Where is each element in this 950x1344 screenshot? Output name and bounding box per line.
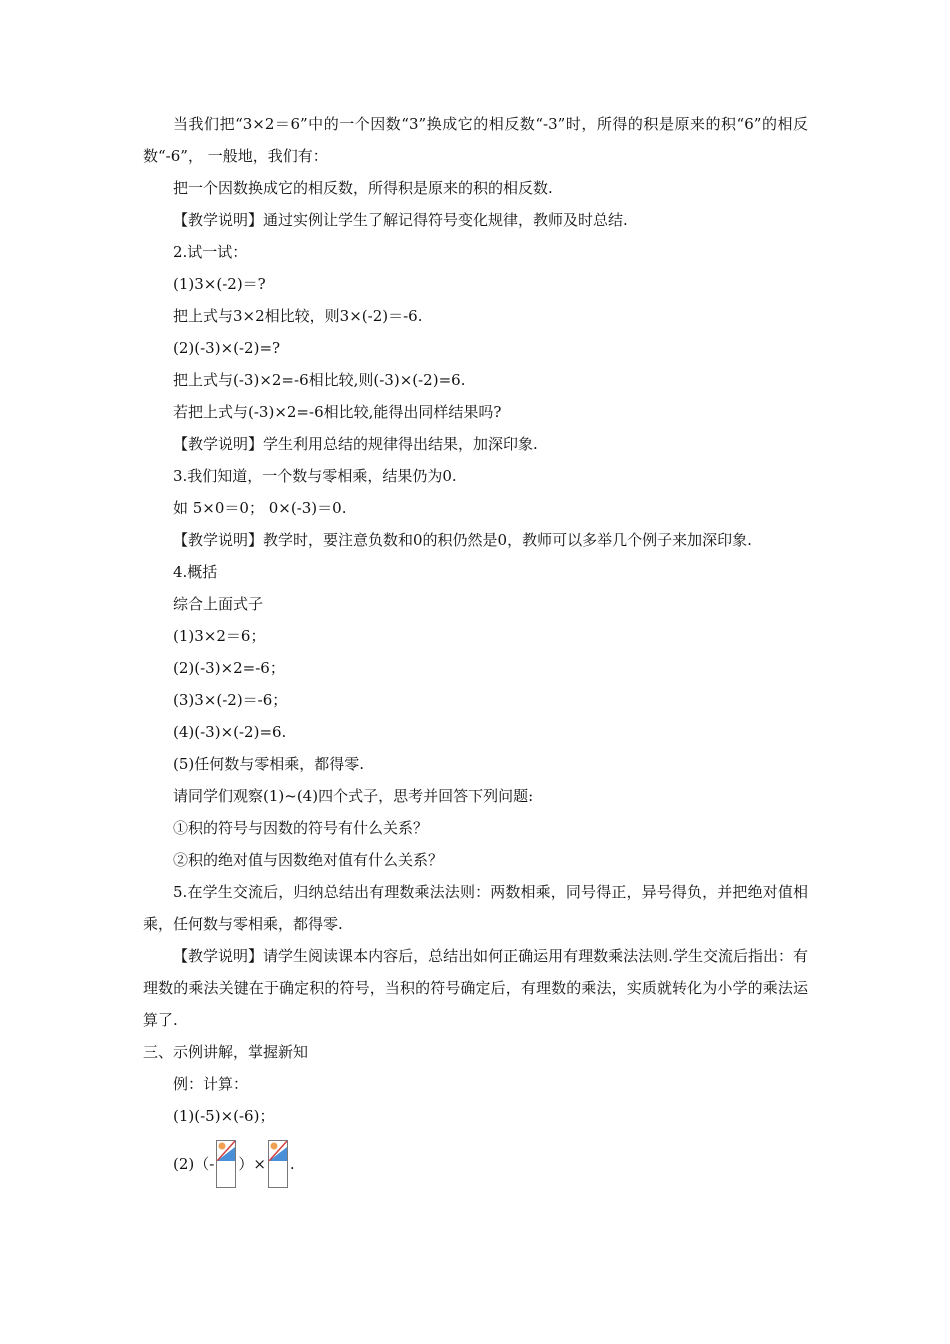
paragraph: ②积的绝对值与因数绝对值有什么关系？ [173, 851, 444, 869]
paragraph: 例：计算： [173, 1075, 249, 1093]
paragraph: 【教学说明】学生利用总结的规律得出结果，加深印象. [173, 435, 538, 453]
paragraph: 2.试一试： [173, 243, 248, 261]
fraction-image-icon [216, 1140, 236, 1188]
example-2-prefix: (2)（- [173, 1155, 215, 1173]
paragraph: (5)任何数与零相乘，都得零. [173, 755, 365, 773]
fraction-image-icon-2 [268, 1140, 288, 1188]
document-page [143, 108, 808, 1188]
paragraph: 4.概括 [173, 563, 218, 581]
paragraph: 若把上式与(-3)×2=-6相比较,能得出同样结果吗? [173, 403, 502, 421]
paragraph: (3)3×(-2)＝-6； [173, 691, 288, 709]
paragraph: 3.我们知道，一个数与零相乘，结果仍为0. [173, 467, 457, 485]
paragraph: 【教学说明】教学时，要注意负数和0的积仍然是0，教师可以多举几个例子来加深印象. [173, 531, 752, 549]
example-2-line [143, 1140, 808, 1188]
example-2-middle: ）× [238, 1155, 266, 1173]
paragraph: (2)(-3)×(-2)=? [173, 339, 281, 357]
paragraph: 把上式与(-3)×2=-6相比较,则(-3)×(-2)=6. [173, 371, 466, 389]
paragraph: (2)(-3)×2=-6； [173, 659, 285, 677]
paragraph: 请同学们观察(1)~(4)四个式子，思考并回答下列问题: [173, 787, 534, 805]
paragraph: (1)3×2＝6； [173, 627, 266, 645]
paragraph: 【教学说明】请学生阅读课本内容后，总结出如何正确运用有理数乘法法则.学生交流后指出：有理数的乘法关键在于确定积的符号，当积的符号确定后，有理数的乘法，实质就转化为小学的乘法运算了. [143, 947, 808, 1029]
paragraph: (1)3×(-2)＝? [173, 275, 266, 293]
paragraph: 当我们把“3×2＝6”中的一个因数“3”换成它的相反数“-3”时，所得的积是原来的积“6”的相反数“-6”， 一般地，我们有： [143, 115, 808, 165]
paragraph: (4)(-3)×(-2)=6. [173, 723, 287, 741]
document-body [143, 108, 808, 1132]
paragraph: (1)(-5)×(-6)； [173, 1107, 275, 1125]
paragraph: 综合上面式子 [173, 595, 264, 613]
paragraph: 三、示例讲解，掌握新知 [143, 1043, 309, 1061]
example-2-suffix: . [289, 1155, 295, 1173]
paragraph: ①积的符号与因数的符号有什么关系？ [173, 819, 429, 837]
paragraph: 把一个因数换成它的相反数，所得积是原来的积的相反数. [173, 179, 553, 197]
paragraph: 5.在学生交流后，归纳总结出有理数乘法法则：两数相乘，同号得正，异号得负，并把绝对值相乘，任何数与零相乘，都得零. [143, 883, 808, 933]
paragraph: 把上式与3×2相比较，则3×(-2)＝-6. [173, 307, 423, 325]
paragraph: 【教学说明】通过实例让学生了解记得符号变化规律，教师及时总结. [173, 211, 628, 229]
paragraph: 如 5×0＝0； 0×(-3)＝0. [173, 499, 347, 517]
